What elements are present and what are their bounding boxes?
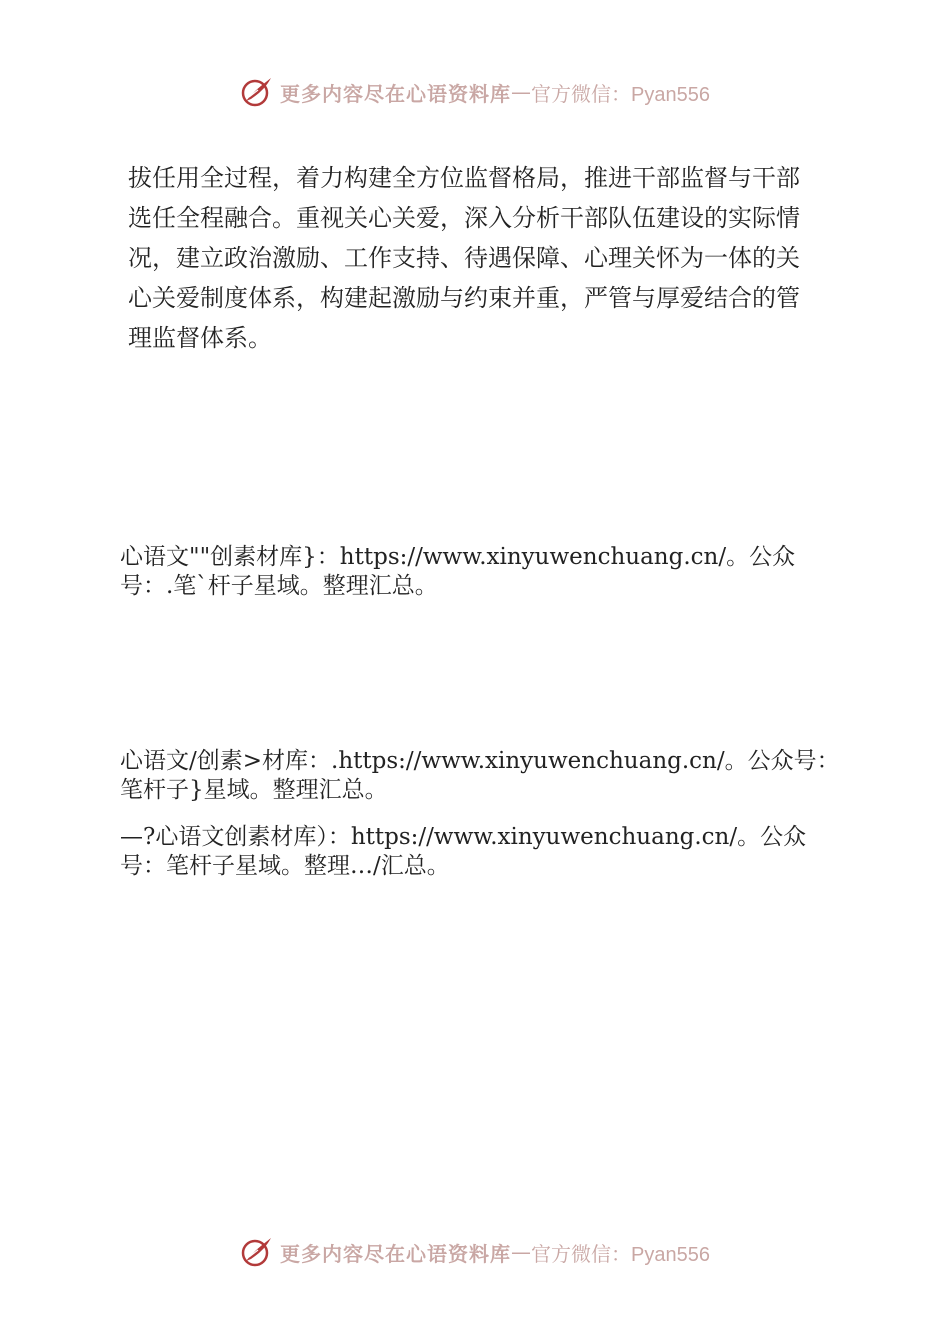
note-line: —?心语文创素材库）：https://www.xinyuwenchuang.cn/。公众: [120, 824, 807, 850]
banner-wechat-id: 官方微信：Pyan556: [531, 83, 710, 106]
banner-text: 更多内容尽在心语资料库: [280, 81, 512, 106]
footer-banner: [0, 1232, 950, 1272]
paragraph-line: 选任全程融合。重视关心关爱，深入分析干部队伍建设的实际情: [128, 204, 800, 232]
note-line: 号：.笔`杆子星域。整理汇总。: [120, 573, 438, 599]
paragraph-line: 况，建立政治激励、工作支持、待遇保障、心理关怀为一体的关: [128, 244, 800, 272]
quill-seal-icon: [240, 1235, 274, 1269]
banner-text: 更多内容尽在心语资料库: [280, 1241, 512, 1266]
header-banner: [0, 72, 950, 112]
source-note: [120, 747, 900, 805]
banner-wechat-id: 官方微信：Pyan556: [531, 1243, 710, 1266]
paragraph-line: 理监督体系。: [128, 324, 272, 352]
banner-separator: —: [511, 1240, 532, 1264]
paragraph-line: 拔任用全过程，着力构建全方位监督格局，推进干部监督与干部: [128, 164, 800, 192]
note-line: 笔杆子}星域。整理汇总。: [120, 777, 388, 803]
source-note: [120, 823, 900, 881]
source-note: [120, 543, 900, 601]
note-line: 号：笔杆子星域。整理…/汇总。: [120, 853, 450, 879]
banner-separator: —: [511, 80, 532, 104]
note-line: 心语文/创素>材库：.https://www.xinyuwenchuang.cn/。公众号：: [120, 748, 840, 774]
note-line: 心语文""创素材库}：https://www.xinyuwenchuang.cn/。公众: [120, 544, 796, 570]
body-paragraph: [128, 158, 828, 358]
paragraph-line: 心关爱制度体系，构建起激励与约束并重，严管与厚爱结合的管: [128, 284, 800, 312]
quill-seal-icon: [240, 75, 274, 109]
